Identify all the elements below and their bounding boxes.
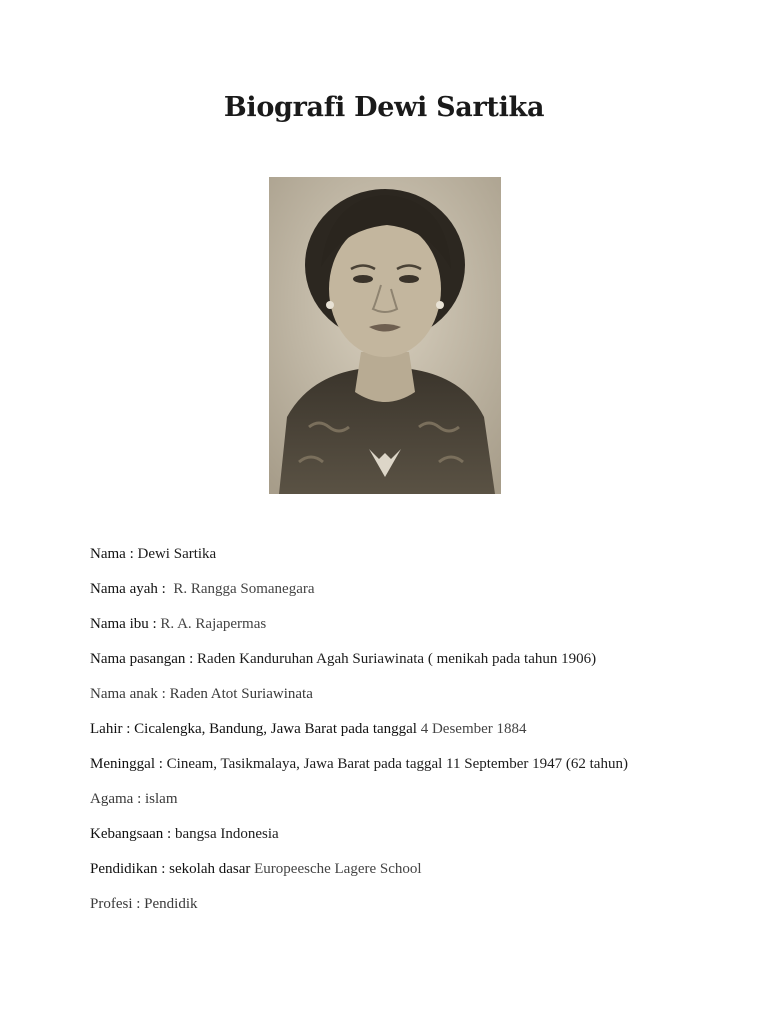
field-nama-ayah — [90, 580, 730, 615]
field-value: bangsa Indonesia — [174, 826, 279, 842]
field-value: 4 Desember 1884 — [420, 721, 527, 737]
field-value: Europeesche Lagere School — [254, 861, 422, 877]
field-agama — [90, 790, 730, 825]
field-label: Nama anak : — [90, 686, 170, 702]
field-label: Nama ayah : — [90, 581, 174, 597]
field-value: R. A. Rajapermas — [160, 616, 267, 632]
page-title: Biografi Dewi Sartika — [223, 92, 545, 123]
field-value: Pendidik — [144, 896, 198, 912]
field-nama-pasangan — [90, 650, 730, 685]
field-label: Nama ibu : — [90, 616, 161, 632]
field-label: Pendidikan : sekolah dasar — [90, 861, 255, 877]
field-label: Lahir : Cicalengka, Bandung, Jawa Barat pada tanggal — [90, 721, 421, 737]
field-nama-anak — [90, 685, 730, 720]
biography-fields — [90, 545, 730, 930]
field-nama-ibu — [90, 615, 730, 650]
field-label: Agama : — [90, 791, 145, 807]
field-label: Profesi : — [90, 896, 145, 912]
field-value: islam — [144, 791, 178, 807]
field-value: R. Rangga Somanegara — [173, 581, 315, 597]
field-profesi — [90, 895, 730, 930]
field-label: Meninggal : — [90, 756, 167, 772]
field-value: Dewi Sartika — [137, 546, 217, 562]
field-value: Raden Kanduruhan Agah Suriawinata ( menikah pada tahun 1906) — [197, 651, 597, 667]
field-label: Nama pasangan : — [90, 651, 198, 667]
field-value: Raden Atot Suriawinata — [169, 686, 313, 702]
field-value: Cineam, Tasikmalaya, Jawa Barat pada taggal 11 September 1947 (62 tahun) — [166, 756, 628, 772]
field-nama — [90, 545, 730, 580]
field-lahir — [90, 720, 730, 755]
field-label: Kebangsaan : — [90, 826, 175, 842]
field-label: Nama : — [90, 546, 138, 562]
field-pendidikan — [90, 860, 730, 895]
field-meninggal — [90, 755, 730, 790]
field-kebangsaan — [90, 825, 730, 860]
portrait-photo — [269, 177, 501, 494]
